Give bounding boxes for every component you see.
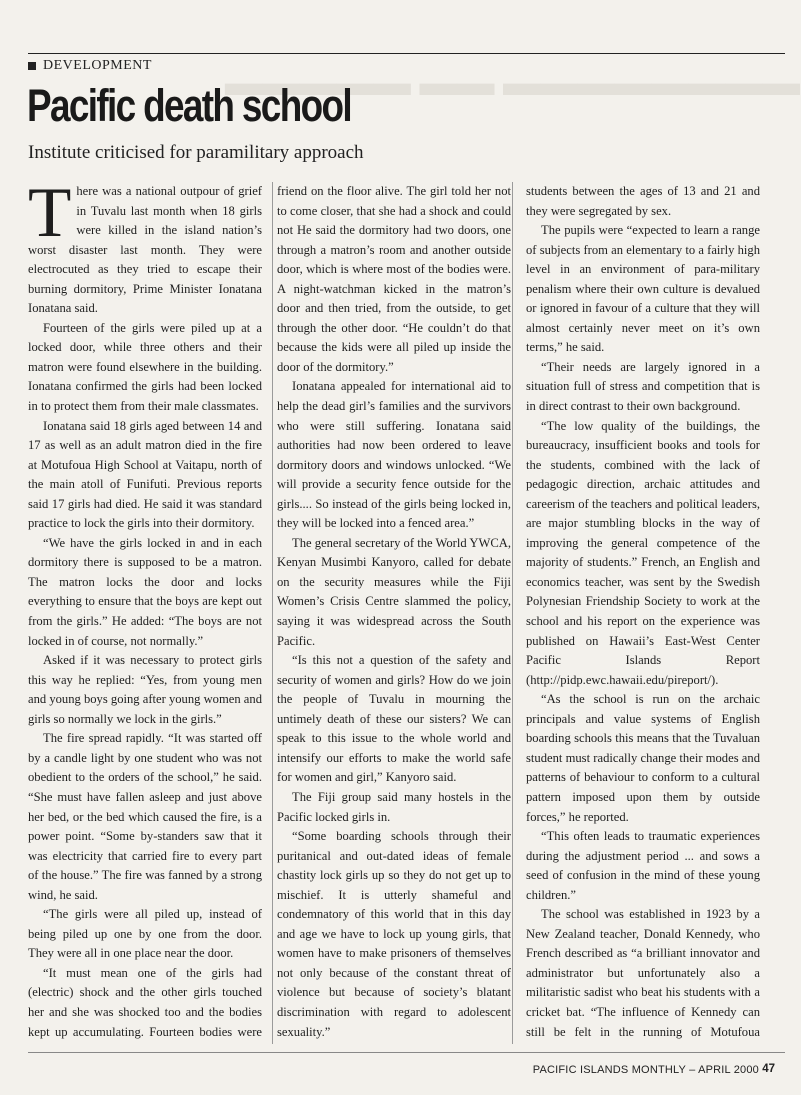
- footer-publication: PACIFIC ISLANDS MONTHLY – APRIL 2000: [532, 1064, 759, 1076]
- paragraph: [277, 1042, 511, 1044]
- paragraph: Fourteen of the girls were piled up at a locked door, while three others and their matron were found elsewhere in the building. Ionatana confirmed the girls had been locked in to protect them from their male classmates.: [28, 320, 262, 414]
- paragraph: Ionatana said 18 girls aged between 14 and 17 as well as an adult matron died in the fire at Motufoua High School at Vaitapu, north of the main atoll of Funifuti. Previous reports said 17 girls had died. He said it was standard practice to lock the girls into their dormitory.: [28, 418, 262, 531]
- paragraph: The general secretary of the World YWCA, Kenyan Musimbi Kanyoro, called for debate on the security measures while the Fiji Women’s Crisis Centre slammed the policy, saying it was widespread across the South Pacific.: [277, 535, 511, 648]
- column-1: [28, 182, 262, 1044]
- page-number: 47: [762, 1063, 775, 1075]
- top-rule: [28, 53, 785, 54]
- paragraph: The fire spread rapidly. “It was started off by a candle light by one student who was not obedient to the orders of the school,” he said. “She must have fallen asleep and just above her bed, or the bed which caused the fire, is a power point. “Some by-standers saw that it was electricity that carried fire to every part of the house.” The fire was fanned by a strong wind, he said.: [28, 731, 262, 902]
- paragraph: The Fiji group said many hostels in the Pacific locked girls in.: [277, 789, 511, 824]
- footer-rule: [28, 1052, 785, 1053]
- paragraph: “Some boarding schools through their puritanical and out-dated ideas of female chastity lock girls up so they do not get up to mischief. It is utterly shameful and condemnatory of this world that in this day and age we have to lock up young girls, that women have to make prisoners of themselves not only because of the constant threat of violence but because of society’s blatant discrimination with regard to adolescent sexuality.”: [277, 829, 511, 1039]
- paragraph: “The low quality of the buildings, the bureaucracy, insufficient books and tools for the students, combined with the lack of pedagogic direction, archaic attitudes and careerism of the teachers and political leaders, are major stumbling blocks in the way of improving the general competence of the majority of students.” French, an English and economics teacher, was sent by the Swedish Polynesian Friendship Society to work at the school and his report on the experience was published on Hawaii’s East-West Center Pacific Islands Report (http://pidp.ewc.hawaii.edu/pireport/).: [526, 418, 760, 687]
- paragraph: “This often leads to traumatic experiences during the adjustment period ... and sows a seed of confusion in the mind of these young children.”: [526, 829, 760, 902]
- paragraph: Ionatana appealed for international aid to help the dead girl’s families and the survivors who were still suffering. Ionatana said authorities had now been ordered to leave dormitory doors and windows unlocked. “We will provide a security fence outside for the girls.... So instead of the girls being locked in, they will be locked into a fenced area.”: [277, 379, 511, 531]
- bleed-through-ghost: ▬▬▬▬▬▬▬▬ ▬▬ ▬▬▬▬▬: [225, 62, 800, 104]
- paragraph: “As the school is run on the archaic principals and value systems of English boarding schools this means that the Tuvaluan student must radically change their modes and patterns of behaviour to conform to a cultural pattern imposed upon them by outside forces,” he reported.: [526, 692, 760, 824]
- section-label: [28, 58, 152, 74]
- paragraph: “The girls were all piled up, instead of being piled up one by one from the door. They were all in one place near the door.: [28, 907, 262, 961]
- column-3: [526, 182, 760, 1044]
- paragraph: friend on the floor alive. The girl told her not to come closer, that she had a shock and could not He said the dormitory had two doors, one through a matron’s room and another outside door, which is where most of the bodies were. A night-watchman kicked in the matron’s door and then tried, from the outside, to get through the other door. “He couldn’t do that because the kids were all piled up inside the door of the dormitory.”: [277, 184, 511, 374]
- paragraph: “We have the girls locked in and in each dormitory there is supposed to be a matron. The matron locks the door and locks everything to ensure that the boys are kept out from the girls.” He added: “The boys are not locked in of course, not normally.”: [28, 535, 262, 648]
- paragraph: The school was established in 1923 by a New Zealand teacher, Donald Kennedy, who French described as “a brilliant innovator and administrator but unfortunately also a militaristic sadist who beat his students with a cricket bat. “The influence of Kennedy can still be felt in the running of Motufoua: [526, 907, 760, 1039]
- subhead: Institute criticised for paramilitary approach: [28, 142, 364, 163]
- paragraph: students between the ages of 13 and 21 and they were segregated by sex.: [526, 184, 760, 218]
- column-2: [277, 182, 511, 1044]
- section-square-icon: [28, 62, 36, 70]
- paragraph: There was a national outpour of grief in Tuvalu last month when 18 girls were killed in the island nation’s worst disaster last month. They were electrocuted as they tried to escape their burning dormitory, Prime Minister Ionatana Ionatana said.: [28, 182, 262, 316]
- article-body: [28, 182, 760, 1044]
- paragraph: “It must mean one of the girls had (electric) shock and the other girls touched her and she was shocked too and the bodies kept up accumulating. Fourteen bodies were: [28, 965, 262, 1039]
- section-text: DEVELOPMENT: [43, 58, 152, 73]
- paragraph: “Their needs are largely ignored in a situation full of stress and competition that is in direct contrast to their own background.: [526, 359, 760, 414]
- headline: Pacific death school: [27, 80, 352, 131]
- drop-cap: T: [28, 182, 72, 252]
- paragraph: Asked if it was necessary to protect girls this way he replied: “Yes, from young men and young boys going after young women and girls so normally we lock in the girls.”: [28, 653, 262, 726]
- paragraph: The pupils were “expected to learn a range of subjects from an elementary to a fairly high level in an environment of para-military penalism where their own culture is devalued or ignored in favour of a culture that they will almost certainly never meet on it’s own terms,” he said.: [526, 223, 760, 355]
- paragraph: “Is this not a question of the safety and security of women and girls? How do we join the people of Tuvalu in mourning the untimely death of these our sisters? We can speak to this issue to the whole world and intensify our efforts to make the world safe for women and girl,” Kanyoro said.: [277, 653, 511, 785]
